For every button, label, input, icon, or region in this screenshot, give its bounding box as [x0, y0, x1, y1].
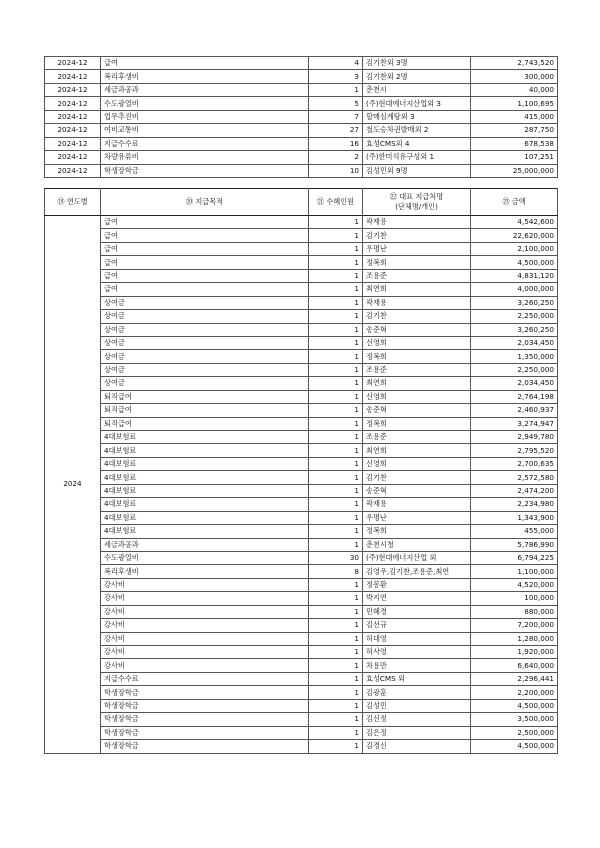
cell-count: 1 — [309, 404, 363, 417]
table-row — [45, 565, 558, 578]
table-header — [45, 189, 558, 216]
cell-amount: 2,500,000 — [471, 726, 558, 739]
cell-date: 2024-12 — [45, 151, 101, 164]
cell-count: 1 — [309, 740, 363, 753]
table-row — [45, 404, 558, 417]
cell-amount: 415,000 — [471, 110, 558, 123]
table-row — [45, 538, 558, 551]
table-row — [45, 672, 558, 685]
cell-count: 1 — [309, 726, 363, 739]
cell-purpose: 4대보험료 — [101, 498, 309, 511]
cell-purpose: 4대보험료 — [101, 431, 309, 444]
cell-purpose: 급여 — [101, 242, 309, 255]
cell-amount: 7,200,000 — [471, 619, 558, 632]
cell-purpose: 4대보험료 — [101, 471, 309, 484]
table-row — [45, 417, 558, 430]
cell-count: 2 — [309, 151, 363, 164]
annual-expense-table — [44, 188, 558, 754]
table-row — [45, 551, 558, 564]
cell-purpose: 학생장학금 — [101, 164, 309, 177]
cell-recipient: 정복희 — [363, 350, 471, 363]
cell-amount: 1,343,900 — [471, 511, 558, 524]
cell-count: 1 — [309, 242, 363, 255]
cell-purpose: 상여금 — [101, 296, 309, 309]
table-row — [45, 269, 558, 282]
cell-recipient: 효성CMS 외 — [363, 672, 471, 685]
cell-recipient: 김성민외 9명 — [363, 164, 471, 177]
cell-recipient: 김은정 — [363, 726, 471, 739]
table-row — [45, 110, 558, 123]
cell-purpose: 급여 — [101, 57, 309, 70]
table-row — [45, 390, 558, 403]
cell-recipient: 춘천시청 — [363, 538, 471, 551]
cell-purpose: 강사비 — [101, 632, 309, 645]
cell-amount: 25,000,000 — [471, 164, 558, 177]
table-row — [45, 444, 558, 457]
cell-count: 1 — [309, 646, 363, 659]
cell-purpose: 급여 — [101, 229, 309, 242]
table-row — [45, 57, 558, 70]
cell-amount: 3,500,000 — [471, 713, 558, 726]
cell-purpose: 상여금 — [101, 363, 309, 376]
cell-amount: 40,000 — [471, 83, 558, 96]
cell-purpose: 강사비 — [101, 578, 309, 591]
cell-amount: 2,296,441 — [471, 672, 558, 685]
cell-amount: 22,620,000 — [471, 229, 558, 242]
table-row — [45, 151, 558, 164]
table-row — [45, 137, 558, 150]
cell-recipient: 김선규 — [363, 619, 471, 632]
cell-recipient: 허사영 — [363, 646, 471, 659]
cell-count: 1 — [309, 363, 363, 376]
header-count: ㉑ 수혜인원 — [309, 189, 363, 216]
cell-count: 1 — [309, 323, 363, 336]
header-recipient — [363, 189, 471, 216]
table-row — [45, 457, 558, 470]
cell-amount: 107,251 — [471, 151, 558, 164]
cell-amount: 1,100,695 — [471, 97, 558, 110]
cell-count: 1 — [309, 417, 363, 430]
cell-purpose: 4대보험료 — [101, 484, 309, 497]
table-row — [45, 336, 558, 349]
table-row — [45, 726, 558, 739]
cell-amount: 100,000 — [471, 592, 558, 605]
cell-purpose: 지급수수료 — [101, 137, 309, 150]
cell-purpose: 학생장학금 — [101, 686, 309, 699]
table-row — [45, 431, 558, 444]
cell-purpose: 상여금 — [101, 377, 309, 390]
cell-recipient: 김광훈 — [363, 686, 471, 699]
cell-amount: 2,034,450 — [471, 336, 558, 349]
cell-count: 1 — [309, 498, 363, 511]
header-amount: ㉓ 금액 — [471, 189, 558, 216]
cell-purpose: 학생장학금 — [101, 726, 309, 739]
cell-recipient: (주)한미석유구성외 1 — [363, 151, 471, 164]
cell-date: 2024-12 — [45, 97, 101, 110]
cell-amount: 1,350,000 — [471, 350, 558, 363]
cell-recipient: (주)현대에너지산업외 3 — [363, 97, 471, 110]
cell-amount: 3,274,947 — [471, 417, 558, 430]
cell-amount: 300,000 — [471, 70, 558, 83]
cell-count: 27 — [309, 124, 363, 137]
table-row — [45, 310, 558, 323]
cell-date: 2024-12 — [45, 57, 101, 70]
header-recipient-line2: (단체명/개인) — [395, 202, 438, 211]
cell-recipient: 민혜경 — [363, 605, 471, 618]
cell-purpose: 업무추진비 — [101, 110, 309, 123]
cell-purpose: 급여 — [101, 256, 309, 269]
table-row — [45, 283, 558, 296]
cell-recipient: 최연희 — [363, 377, 471, 390]
cell-count: 1 — [309, 296, 363, 309]
cell-count: 1 — [309, 444, 363, 457]
table-row — [45, 229, 558, 242]
table-row — [45, 592, 558, 605]
cell-count: 1 — [309, 83, 363, 96]
cell-count: 1 — [309, 511, 363, 524]
cell-purpose: 학생장학금 — [101, 740, 309, 753]
cell-amount: 2,700,635 — [471, 457, 558, 470]
cell-recipient: 송준혁 — [363, 323, 471, 336]
cell-count: 1 — [309, 269, 363, 282]
table-row — [45, 256, 558, 269]
cell-recipient: 우명난 — [363, 511, 471, 524]
cell-purpose: 학생장학금 — [101, 713, 309, 726]
cell-amount: 1,100,000 — [471, 565, 558, 578]
cell-amount: 880,000 — [471, 605, 558, 618]
cell-amount: 3,260,250 — [471, 323, 558, 336]
cell-amount: 3,260,250 — [471, 296, 558, 309]
cell-date: 2024-12 — [45, 137, 101, 150]
cell-amount: 4,831,120 — [471, 269, 558, 282]
cell-amount: 4,520,000 — [471, 578, 558, 591]
cell-count: 1 — [309, 229, 363, 242]
cell-purpose: 4대보험료 — [101, 457, 309, 470]
cell-purpose: 강사비 — [101, 592, 309, 605]
cell-purpose: 퇴직급여 — [101, 404, 309, 417]
cell-recipient: 김성민 — [363, 699, 471, 712]
cell-purpose: 세금과공과 — [101, 538, 309, 551]
cell-amount: 2,764,198 — [471, 390, 558, 403]
cell-amount: 1,280,000 — [471, 632, 558, 645]
cell-recipient: 김기찬외 3명 — [363, 57, 471, 70]
cell-count: 1 — [309, 283, 363, 296]
cell-count: 1 — [309, 336, 363, 349]
table-row — [45, 164, 558, 177]
cell-count: 8 — [309, 565, 363, 578]
cell-recipient: 김영우,김기찬,조용준,최연 — [363, 565, 471, 578]
cell-date: 2024-12 — [45, 70, 101, 83]
cell-count: 3 — [309, 70, 363, 83]
table-row — [45, 686, 558, 699]
cell-count: 7 — [309, 110, 363, 123]
cell-purpose: 복리후생비 — [101, 70, 309, 83]
cell-recipient: 김기찬 — [363, 471, 471, 484]
cell-purpose: 강사비 — [101, 646, 309, 659]
cell-recipient: 춘천시 — [363, 83, 471, 96]
table-row — [45, 525, 558, 538]
cell-count: 1 — [309, 686, 363, 699]
table-row — [45, 350, 558, 363]
cell-recipient: 정봉환 — [363, 578, 471, 591]
header-year: ⑲ 연도별 — [45, 189, 101, 216]
table-row — [45, 377, 558, 390]
cell-amount: 4,500,000 — [471, 256, 558, 269]
cell-recipient: (주)현대에너지산업 외 — [363, 551, 471, 564]
cell-amount: 4,500,000 — [471, 740, 558, 753]
cell-amount: 4,000,000 — [471, 283, 558, 296]
table-row — [45, 740, 558, 753]
cell-amount: 2,460,937 — [471, 404, 558, 417]
cell-purpose: 수도광열비 — [101, 551, 309, 564]
table-row — [45, 699, 558, 712]
cell-purpose: 상여금 — [101, 310, 309, 323]
cell-purpose: 강사비 — [101, 605, 309, 618]
cell-purpose: 급여 — [101, 269, 309, 282]
header-purpose: ⑳ 지급목적 — [101, 189, 309, 216]
cell-count: 16 — [309, 137, 363, 150]
cell-count: 1 — [309, 471, 363, 484]
cell-purpose: 퇴직급여 — [101, 417, 309, 430]
cell-recipient: 할매심계탕외 3 — [363, 110, 471, 123]
cell-amount: 2,100,000 — [471, 242, 558, 255]
cell-date: 2024-12 — [45, 83, 101, 96]
cell-amount: 2,200,000 — [471, 686, 558, 699]
table-row — [45, 363, 558, 376]
cell-recipient: 김기찬외 2명 — [363, 70, 471, 83]
table-row — [45, 659, 558, 672]
cell-amount: 6,640,000 — [471, 659, 558, 672]
table-row — [45, 484, 558, 497]
cell-recipient: 정복희 — [363, 417, 471, 430]
cell-recipient: 신영희 — [363, 390, 471, 403]
cell-recipient: 정복희 — [363, 256, 471, 269]
cell-recipient: 조용준 — [363, 363, 471, 376]
cell-recipient: 곽재용 — [363, 498, 471, 511]
cell-amount: 287,750 — [471, 124, 558, 137]
table-row — [45, 323, 558, 336]
cell-amount: 2,474,200 — [471, 484, 558, 497]
cell-count: 1 — [309, 538, 363, 551]
cell-purpose: 지급수수료 — [101, 672, 309, 685]
cell-count: 1 — [309, 632, 363, 645]
monthly-expense-table — [44, 56, 558, 178]
table-row — [45, 296, 558, 309]
cell-count: 4 — [309, 57, 363, 70]
cell-count: 5 — [309, 97, 363, 110]
cell-purpose: 상여금 — [101, 350, 309, 363]
cell-purpose: 4대보험료 — [101, 444, 309, 457]
cell-amount: 2,234,980 — [471, 498, 558, 511]
cell-amount: 2,250,000 — [471, 310, 558, 323]
table-row — [45, 97, 558, 110]
cell-count: 1 — [309, 659, 363, 672]
cell-count: 1 — [309, 216, 363, 229]
table-row — [45, 632, 558, 645]
cell-count: 1 — [309, 310, 363, 323]
cell-purpose: 급여 — [101, 283, 309, 296]
cell-recipient: 김기찬 — [363, 229, 471, 242]
cell-count: 1 — [309, 377, 363, 390]
cell-count: 1 — [309, 605, 363, 618]
cell-recipient: 송준혁 — [363, 404, 471, 417]
table-row — [45, 242, 558, 255]
cell-amount: 6,794,225 — [471, 551, 558, 564]
table-row — [45, 216, 558, 229]
cell-purpose: 수도광열비 — [101, 97, 309, 110]
cell-purpose: 4대보험료 — [101, 511, 309, 524]
cell-recipient: 김신정 — [363, 713, 471, 726]
cell-purpose: 상여금 — [101, 323, 309, 336]
cell-amount: 455,000 — [471, 525, 558, 538]
cell-amount: 2,949,780 — [471, 431, 558, 444]
cell-count: 1 — [309, 672, 363, 685]
cell-purpose: 차량유류비 — [101, 151, 309, 164]
table-row — [45, 605, 558, 618]
cell-recipient: 우명난 — [363, 242, 471, 255]
cell-recipient: 곽재용 — [363, 216, 471, 229]
cell-count: 1 — [309, 525, 363, 538]
table-row — [45, 578, 558, 591]
cell-purpose: 4대보험료 — [101, 525, 309, 538]
table-row — [45, 70, 558, 83]
cell-purpose: 상여금 — [101, 336, 309, 349]
table-row — [45, 713, 558, 726]
cell-count: 1 — [309, 431, 363, 444]
cell-recipient: 효성CMS외 4 — [363, 137, 471, 150]
cell-amount: 4,500,000 — [471, 699, 558, 712]
cell-amount: 2,795,520 — [471, 444, 558, 457]
table-row — [45, 83, 558, 96]
cell-purpose: 세금과공과 — [101, 83, 309, 96]
cell-year: 2024 — [45, 216, 101, 754]
cell-count: 1 — [309, 484, 363, 497]
cell-count: 1 — [309, 592, 363, 605]
cell-recipient: 정복희 — [363, 525, 471, 538]
header-recipient-line1: ㉒ 대표 지급처명 — [389, 192, 444, 201]
cell-count: 1 — [309, 699, 363, 712]
cell-date: 2024-12 — [45, 124, 101, 137]
table-row — [45, 619, 558, 632]
cell-count: 30 — [309, 551, 363, 564]
cell-count: 1 — [309, 256, 363, 269]
cell-count: 10 — [309, 164, 363, 177]
cell-recipient: 최연희 — [363, 283, 471, 296]
cell-purpose: 퇴직급여 — [101, 390, 309, 403]
cell-count: 1 — [309, 578, 363, 591]
cell-amount: 2,034,450 — [471, 377, 558, 390]
table-row — [45, 471, 558, 484]
table-row — [45, 646, 558, 659]
cell-recipient: 송준혁 — [363, 484, 471, 497]
cell-date: 2024-12 — [45, 110, 101, 123]
cell-count: 1 — [309, 350, 363, 363]
cell-recipient: 철도승차권발매외 2 — [363, 124, 471, 137]
cell-count: 1 — [309, 619, 363, 632]
cell-recipient: 김경신 — [363, 740, 471, 753]
cell-date: 2024-12 — [45, 164, 101, 177]
cell-purpose: 학생장학금 — [101, 699, 309, 712]
cell-recipient: 신영희 — [363, 336, 471, 349]
cell-amount: 2,743,520 — [471, 57, 558, 70]
cell-purpose: 급여 — [101, 216, 309, 229]
cell-amount: 2,572,580 — [471, 471, 558, 484]
cell-recipient: 조용준 — [363, 269, 471, 282]
cell-purpose: 복리후생비 — [101, 565, 309, 578]
cell-amount: 5,786,990 — [471, 538, 558, 551]
cell-recipient: 최연희 — [363, 444, 471, 457]
table-row — [45, 498, 558, 511]
cell-amount: 2,250,000 — [471, 363, 558, 376]
table-row — [45, 124, 558, 137]
table-row — [45, 511, 558, 524]
cell-amount: 678,538 — [471, 137, 558, 150]
cell-purpose: 여비교통비 — [101, 124, 309, 137]
cell-recipient: 박지연 — [363, 592, 471, 605]
cell-recipient: 신영희 — [363, 457, 471, 470]
cell-count: 1 — [309, 713, 363, 726]
cell-recipient: 곽재용 — [363, 296, 471, 309]
cell-recipient: 조용준 — [363, 431, 471, 444]
cell-count: 1 — [309, 390, 363, 403]
cell-purpose: 강사비 — [101, 659, 309, 672]
cell-recipient: 차용만 — [363, 659, 471, 672]
cell-recipient: 김기찬 — [363, 310, 471, 323]
cell-recipient: 허대영 — [363, 632, 471, 645]
cell-count: 1 — [309, 457, 363, 470]
cell-amount: 4,542,600 — [471, 216, 558, 229]
cell-amount: 1,920,000 — [471, 646, 558, 659]
cell-purpose: 강사비 — [101, 619, 309, 632]
